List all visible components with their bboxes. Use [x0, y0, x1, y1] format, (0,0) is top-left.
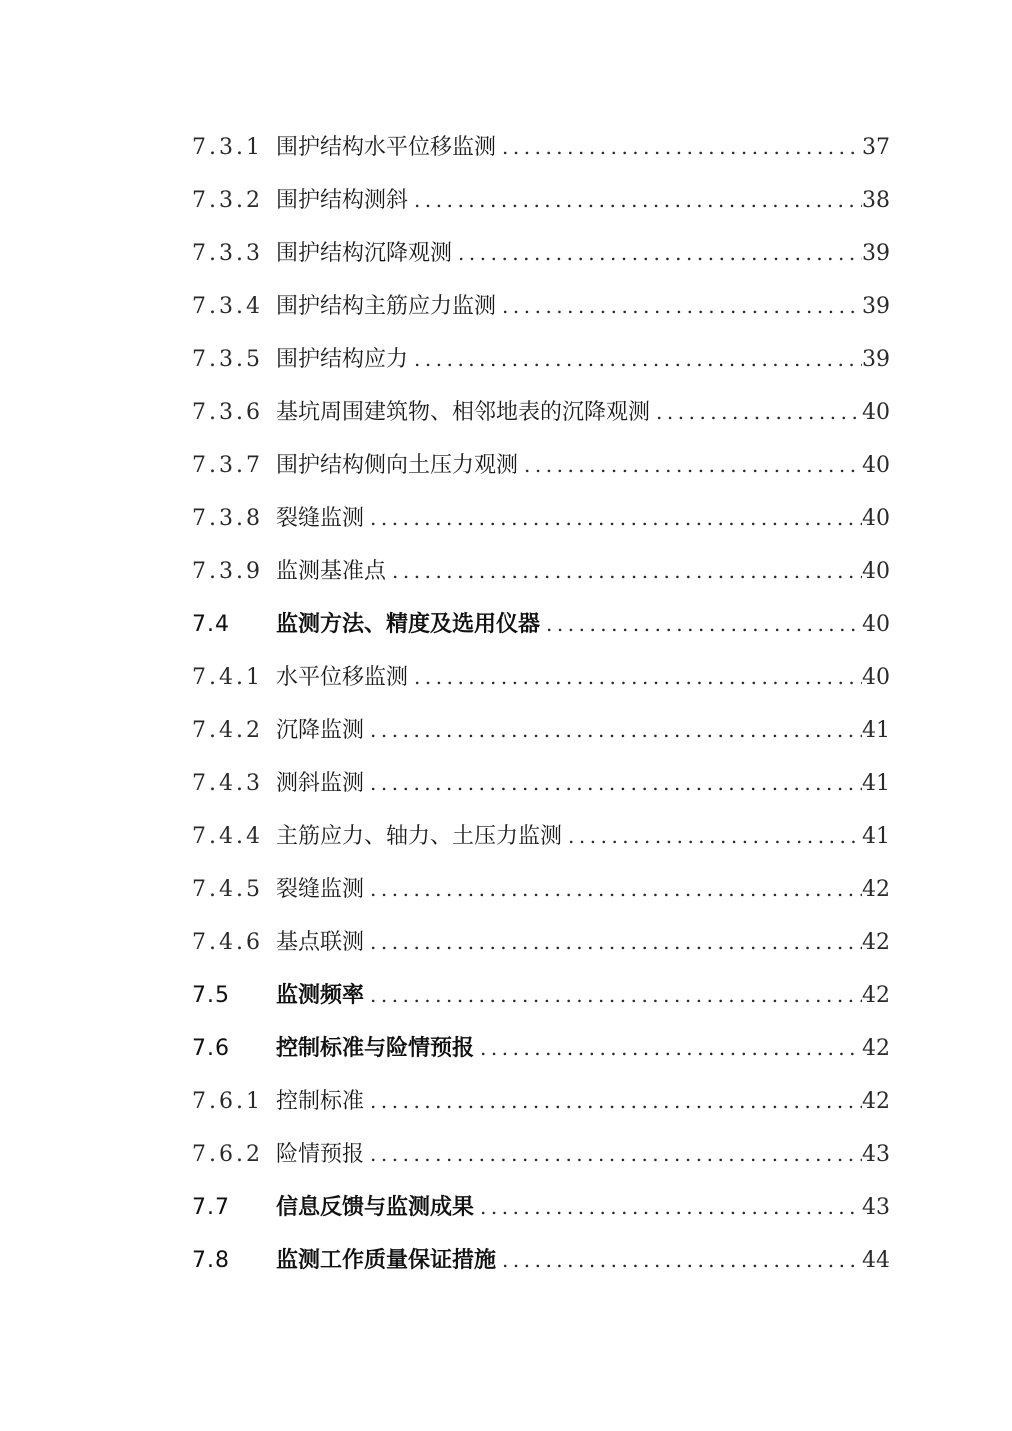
toc-entry-title: 裂缝监测 [276, 877, 365, 902]
toc-entry-number: 7.4.5 [192, 877, 263, 902]
toc-entry-title: 基点联测 [276, 930, 365, 955]
toc-entry-title: 围护结构主筋应力监测 [276, 294, 497, 319]
toc-entry-number: 7.5 [192, 983, 230, 1008]
toc-entry-title: 围护结构水平位移监测 [276, 135, 497, 160]
toc-entry-number: 7.3.9 [192, 559, 263, 584]
toc-entry-page: 40 [862, 665, 890, 690]
toc-entry-number: 7.4.1 [192, 665, 263, 690]
toc-entry-page: 41 [862, 771, 890, 796]
toc-entry-number: 7.6 [192, 1036, 230, 1061]
toc-entry-number: 7.3.4 [192, 294, 263, 319]
toc-entry[interactable] [192, 174, 890, 227]
toc-entry-title: 控制标准与险情预报 [276, 1036, 475, 1061]
toc-dot-leader [496, 1234, 862, 1287]
toc-dot-leader [364, 1128, 862, 1181]
toc-entry-page: 40 [862, 400, 890, 425]
toc-entry-page: 40 [862, 506, 890, 531]
toc-entry-page: 40 [862, 453, 890, 478]
toc-dot-leader [562, 810, 862, 863]
toc-dot-leader [650, 386, 862, 439]
toc-entry-title: 控制标准 [276, 1089, 365, 1114]
toc-entry-title: 监测方法、精度及选用仪器 [276, 612, 541, 637]
toc-dot-leader [474, 1022, 862, 1075]
toc-entry[interactable] [192, 916, 890, 969]
toc-entry-number: 7.7 [192, 1195, 230, 1220]
toc-dot-leader [364, 1075, 862, 1128]
toc-dot-leader [452, 227, 862, 280]
toc-entry-page: 43 [862, 1142, 890, 1167]
toc-entry-title: 围护结构沉降观测 [276, 241, 453, 266]
toc-section-entry[interactable] [192, 1022, 890, 1075]
toc-entry[interactable] [192, 810, 890, 863]
toc-entry-title: 围护结构侧向土压力观测 [276, 453, 519, 478]
toc-entry-number: 7.4.2 [192, 718, 263, 743]
toc-entry-number: 7.3.1 [192, 135, 263, 160]
toc-entry-page: 39 [862, 347, 890, 372]
toc-dot-leader [474, 1181, 862, 1234]
toc-section-entry[interactable] [192, 598, 890, 651]
toc-entry-number: 7.3.3 [192, 241, 263, 266]
toc-dot-leader [496, 280, 862, 333]
toc-dot-leader [386, 545, 862, 598]
toc-entry-title: 水平位移监测 [276, 665, 409, 690]
toc-entry-title: 监测基准点 [276, 559, 387, 584]
toc-entry-title: 测斜监测 [276, 771, 365, 796]
toc-entry-number: 7.3.5 [192, 347, 263, 372]
toc-entry-page: 43 [862, 1195, 890, 1220]
toc-entry-page: 40 [862, 612, 890, 637]
toc-entry-page: 38 [862, 188, 890, 213]
toc-dot-leader [364, 969, 862, 1022]
toc-entry-page: 42 [862, 983, 890, 1008]
toc-dot-leader [364, 492, 862, 545]
table-of-contents [192, 121, 890, 1287]
toc-entry-number: 7.3.6 [192, 400, 263, 425]
toc-section-entry[interactable] [192, 969, 890, 1022]
toc-entry[interactable] [192, 121, 890, 174]
toc-entry[interactable] [192, 386, 890, 439]
toc-entry-number: 7.4.6 [192, 930, 263, 955]
toc-entry-page: 37 [862, 135, 890, 160]
toc-entry[interactable] [192, 333, 890, 386]
toc-entry-number: 7.4 [192, 612, 230, 637]
toc-entry-title: 基坑周围建筑物、相邻地表的沉降观测 [276, 400, 651, 425]
toc-section-entry[interactable] [192, 1181, 890, 1234]
toc-entry-page: 42 [862, 1089, 890, 1114]
toc-entry-page: 41 [862, 824, 890, 849]
toc-entry-title: 信息反馈与监测成果 [276, 1195, 475, 1220]
toc-entry[interactable] [192, 757, 890, 810]
toc-entry-title: 监测工作质量保证措施 [276, 1248, 497, 1273]
toc-dot-leader [408, 333, 862, 386]
toc-dot-leader [408, 174, 862, 227]
toc-entry[interactable] [192, 651, 890, 704]
toc-entry-number: 7.8 [192, 1248, 230, 1273]
toc-entry-title: 主筋应力、轴力、土压力监测 [276, 824, 563, 849]
toc-entry[interactable] [192, 439, 890, 492]
toc-entry-page: 39 [862, 241, 890, 266]
toc-entry-page: 42 [862, 930, 890, 955]
toc-entry-title: 围护结构应力 [276, 347, 409, 372]
toc-entry-page: 40 [862, 559, 890, 584]
toc-entry-number: 7.3.7 [192, 453, 263, 478]
toc-section-entry[interactable] [192, 1234, 890, 1287]
toc-entry-page: 42 [862, 877, 890, 902]
toc-entry-number: 7.4.3 [192, 771, 263, 796]
toc-entry[interactable] [192, 492, 890, 545]
toc-dot-leader [364, 863, 862, 916]
toc-entry[interactable] [192, 1075, 890, 1128]
toc-dot-leader [496, 121, 862, 174]
toc-dot-leader [408, 651, 862, 704]
toc-entry[interactable] [192, 704, 890, 757]
toc-dot-leader [364, 916, 862, 969]
toc-dot-leader [364, 757, 862, 810]
toc-entry-number: 7.6.2 [192, 1142, 263, 1167]
toc-dot-leader [540, 598, 862, 651]
toc-entry-page: 39 [862, 294, 890, 319]
toc-dot-leader [364, 704, 862, 757]
toc-entry[interactable] [192, 545, 890, 598]
toc-entry-page: 44 [862, 1248, 890, 1273]
toc-entry-title: 沉降监测 [276, 718, 365, 743]
toc-entry-title: 围护结构测斜 [276, 188, 409, 213]
toc-entry-title: 监测频率 [276, 983, 365, 1008]
toc-entry[interactable] [192, 1128, 890, 1181]
toc-entry-number: 7.4.4 [192, 824, 263, 849]
toc-entry[interactable] [192, 227, 890, 280]
toc-entry-page: 42 [862, 1036, 890, 1061]
toc-entry-title: 裂缝监测 [276, 506, 365, 531]
toc-dot-leader [518, 439, 862, 492]
toc-entry-page: 41 [862, 718, 890, 743]
toc-entry-number: 7.3.8 [192, 506, 263, 531]
toc-entry-number: 7.6.1 [192, 1089, 263, 1114]
toc-entry-title: 险情预报 [276, 1142, 365, 1167]
toc-entry[interactable] [192, 863, 890, 916]
toc-entry[interactable] [192, 280, 890, 333]
toc-entry-number: 7.3.2 [192, 188, 263, 213]
